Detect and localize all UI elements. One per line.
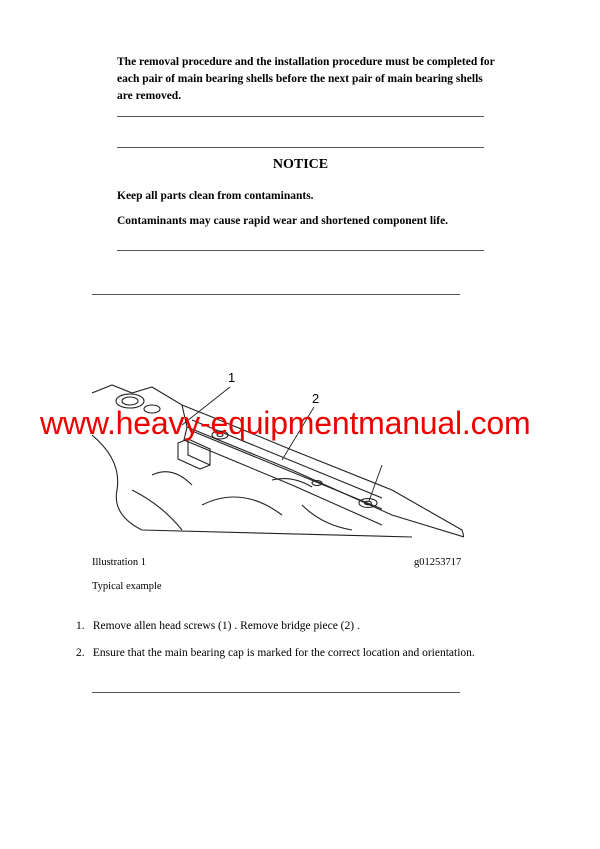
section-divider-bottom — [92, 692, 460, 693]
notice-line-1: Keep all parts clean from contaminants. — [117, 190, 314, 202]
intro-paragraph: The removal procedure and the installation procedure must be completed for each pair of main bearing shells before the next pair of main bearing shells are removed. — [117, 56, 495, 102]
step-2-number: 2. — [76, 647, 85, 659]
illustration-subcaption: Typical example — [92, 581, 162, 592]
notice-top-rule — [117, 116, 484, 117]
illustration-caption: Illustration 1 — [92, 557, 146, 568]
section-divider-top — [92, 294, 460, 295]
illustration-id: g01253717 — [414, 557, 462, 568]
callout-2: 2 — [312, 391, 320, 406]
notice-bottom-rule — [117, 250, 484, 251]
watermark-url: www.heavy-equipmentmanual.com — [40, 405, 531, 441]
notice-line-2: Contaminants may cause rapid wear and shortened component life. — [117, 215, 449, 227]
step-1 — [76, 620, 360, 632]
step-2 — [76, 647, 475, 659]
callout-1: 1 — [228, 370, 236, 385]
notice-title: NOTICE — [272, 157, 329, 172]
notice-mid-rule — [117, 147, 484, 148]
step-1-text: Remove allen head screws (1) . Remove bridge piece (2) . — [92, 620, 360, 632]
bearing-cap-illustration — [92, 365, 464, 550]
step-1-number: 1. — [76, 620, 85, 632]
step-2-text: Ensure that the main bearing cap is marked for the correct location and orientation. — [92, 647, 475, 659]
